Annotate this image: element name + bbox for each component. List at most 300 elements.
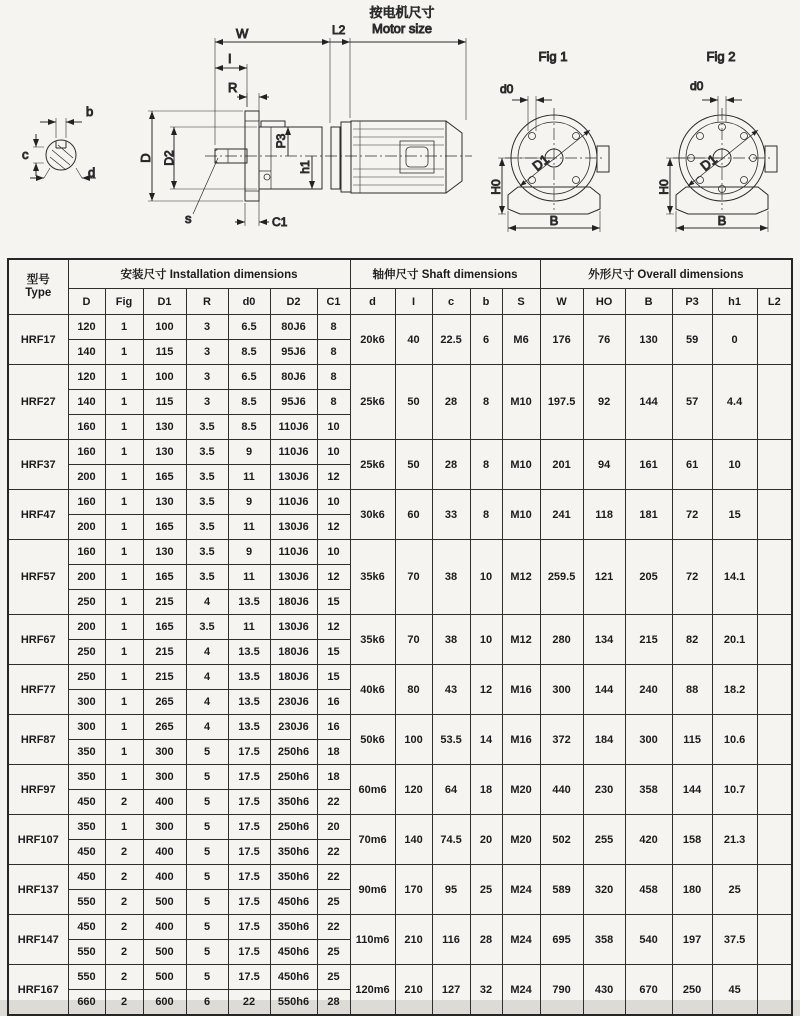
install-cell: 8.5 — [228, 340, 270, 365]
overall-cell: 161 — [625, 440, 672, 490]
install-cell: 9 — [228, 440, 270, 465]
install-cell: 140 — [68, 340, 105, 365]
install-cell: 265 — [143, 690, 186, 715]
install-cell: 350h6 — [270, 840, 317, 865]
install-cell: 500 — [143, 890, 186, 915]
shaft-cell: 20 — [470, 815, 502, 865]
install-cell: 6.5 — [228, 365, 270, 390]
gearmotor-side-view — [148, 38, 472, 226]
install-cell: 17.5 — [228, 840, 270, 865]
fig1-label-d0: d0 — [500, 82, 514, 96]
shaft-cell: 25k6 — [350, 365, 395, 440]
fig1-label-H0: H0 — [489, 179, 503, 195]
install-cell: 300 — [143, 765, 186, 790]
dim-label-L2: L2 — [332, 23, 346, 37]
overall-cell: 144 — [672, 765, 712, 815]
install-cell: 1 — [105, 590, 143, 615]
overall-cell: 695 — [540, 915, 583, 965]
install-cell: 450 — [68, 865, 105, 890]
shaft-cell: 53.5 — [432, 715, 470, 765]
install-cell: 250h6 — [270, 765, 317, 790]
shaft-cell: M20 — [502, 765, 540, 815]
install-cell: 3.5 — [186, 615, 228, 640]
install-cell: 350h6 — [270, 915, 317, 940]
overall-cell: 0 — [712, 315, 757, 365]
type-cell: HRF107 — [8, 815, 68, 865]
col-header-d0: d0 — [228, 289, 270, 315]
overall-dimensions-header: 外形尺寸 Overall dimensions — [540, 259, 792, 289]
install-cell: 28 — [317, 990, 350, 1016]
install-cell: 22 — [228, 990, 270, 1016]
install-cell: 350h6 — [270, 790, 317, 815]
install-cell: 550 — [68, 940, 105, 965]
install-cell: 4 — [186, 640, 228, 665]
col-header-B: B — [625, 289, 672, 315]
l2-cell — [757, 315, 792, 365]
shaft-dimensions-header: 轴伸尺寸 Shaft dimensions — [350, 259, 540, 289]
install-cell: 400 — [143, 915, 186, 940]
install-cell: 500 — [143, 940, 186, 965]
fig2-label-B: B — [717, 213, 727, 228]
col-header-W: W — [540, 289, 583, 315]
table-row — [8, 915, 792, 940]
dimension-table — [7, 258, 793, 1016]
install-cell: 1 — [105, 640, 143, 665]
overall-cell: 92 — [583, 365, 625, 440]
shaft-cell: 28 — [432, 365, 470, 440]
shaft-cell: 32 — [470, 965, 502, 1016]
install-cell: 5 — [186, 915, 228, 940]
install-cell: 130J6 — [270, 515, 317, 540]
install-cell: 8 — [317, 340, 350, 365]
overall-cell: 184 — [583, 715, 625, 765]
install-cell: 5 — [186, 940, 228, 965]
installation-dimensions-header: 安装尺寸 Installation dimensions — [68, 259, 350, 289]
install-cell: 200 — [68, 615, 105, 640]
shaft-cell: 120m6 — [350, 965, 395, 1016]
col-header-D: D — [68, 289, 105, 315]
install-cell: 2 — [105, 990, 143, 1016]
overall-cell: 589 — [540, 865, 583, 915]
dim-label-P3: P3 — [274, 133, 288, 149]
overall-cell: 420 — [625, 815, 672, 865]
install-cell: 17.5 — [228, 915, 270, 940]
overall-cell: 372 — [540, 715, 583, 765]
shaft-cell: 170 — [395, 865, 432, 915]
install-cell: 10 — [317, 415, 350, 440]
shaft-cell: 70m6 — [350, 815, 395, 865]
table-row — [8, 765, 792, 790]
install-cell: 165 — [143, 615, 186, 640]
shaft-cell: M12 — [502, 615, 540, 665]
col-header-S: S — [502, 289, 540, 315]
shaft-cell: M10 — [502, 490, 540, 540]
install-cell: 1 — [105, 690, 143, 715]
install-cell: 230J6 — [270, 690, 317, 715]
install-cell: 17.5 — [228, 765, 270, 790]
install-cell: 180J6 — [270, 640, 317, 665]
shaft-cell: 100 — [395, 715, 432, 765]
table-row — [8, 440, 792, 465]
overall-cell: 72 — [672, 540, 712, 615]
install-cell: 350h6 — [270, 865, 317, 890]
overall-cell: 300 — [625, 715, 672, 765]
overall-cell: 320 — [583, 865, 625, 915]
shaft-cell: 14 — [470, 715, 502, 765]
shaft-cell: 40k6 — [350, 665, 395, 715]
shaft-cell: 50 — [395, 365, 432, 440]
install-cell: 180J6 — [270, 590, 317, 615]
install-cell: 95J6 — [270, 340, 317, 365]
install-cell: 100 — [143, 365, 186, 390]
shaft-cell: 43 — [432, 665, 470, 715]
install-cell: 13.5 — [228, 640, 270, 665]
shaft-cell: 22.5 — [432, 315, 470, 365]
overall-cell: 72 — [672, 490, 712, 540]
table-row — [8, 665, 792, 690]
install-cell: 17.5 — [228, 865, 270, 890]
install-cell: 600 — [143, 990, 186, 1016]
col-header-c: c — [432, 289, 470, 315]
table-row — [8, 865, 792, 890]
type-cell: HRF77 — [8, 665, 68, 715]
shaft-cell: 35k6 — [350, 540, 395, 615]
l2-cell — [757, 365, 792, 440]
install-cell: 2 — [105, 940, 143, 965]
install-cell: 4 — [186, 690, 228, 715]
shaft-cell: 8 — [470, 440, 502, 490]
install-cell: 550 — [68, 965, 105, 990]
install-cell: 250h6 — [270, 740, 317, 765]
shaft-cell: 28 — [470, 915, 502, 965]
overall-cell: 10 — [712, 440, 757, 490]
install-cell: 160 — [68, 490, 105, 515]
shaft-cell: 50 — [395, 440, 432, 490]
install-cell: 8 — [317, 390, 350, 415]
table-row — [8, 365, 792, 390]
install-cell: 1 — [105, 565, 143, 590]
l2-cell — [757, 765, 792, 815]
shaft-cell: 20k6 — [350, 315, 395, 365]
overall-cell: 358 — [625, 765, 672, 815]
install-cell: 13.5 — [228, 590, 270, 615]
overall-cell: 540 — [625, 915, 672, 965]
install-cell: 4 — [186, 715, 228, 740]
overall-cell: 134 — [583, 615, 625, 665]
install-cell: 1 — [105, 490, 143, 515]
shaft-cell: 60 — [395, 490, 432, 540]
fig2-drawing — [666, 96, 777, 232]
install-cell: 450 — [68, 840, 105, 865]
shaft-cell: 50k6 — [350, 715, 395, 765]
table-row — [8, 965, 792, 990]
install-cell: 12 — [317, 615, 350, 640]
shaft-cell: M24 — [502, 865, 540, 915]
overall-cell: 300 — [540, 665, 583, 715]
install-cell: 250 — [68, 590, 105, 615]
install-cell: 1 — [105, 465, 143, 490]
shaft-cell: 110m6 — [350, 915, 395, 965]
install-cell: 110J6 — [270, 440, 317, 465]
install-cell: 25 — [317, 965, 350, 990]
shaft-cell: 74.5 — [432, 815, 470, 865]
install-cell: 300 — [68, 690, 105, 715]
l2-cell — [757, 540, 792, 615]
overall-cell: 205 — [625, 540, 672, 615]
install-cell: 17.5 — [228, 940, 270, 965]
overall-cell: 94 — [583, 440, 625, 490]
install-cell: 110J6 — [270, 540, 317, 565]
install-cell: 200 — [68, 565, 105, 590]
overall-cell: 358 — [583, 915, 625, 965]
table-row — [8, 490, 792, 515]
install-cell: 100 — [143, 315, 186, 340]
shaft-cell: 64 — [432, 765, 470, 815]
dim-label-c: c — [22, 147, 29, 162]
shaft-cell: M10 — [502, 365, 540, 440]
shaft-cell: 8 — [470, 490, 502, 540]
motor-size-label-cn: 按电机尺寸 — [369, 5, 435, 20]
overall-cell: 76 — [583, 315, 625, 365]
install-cell: 3.5 — [186, 465, 228, 490]
type-cell: HRF17 — [8, 315, 68, 365]
install-cell: 11 — [228, 465, 270, 490]
dim-label-C1: C1 — [272, 215, 288, 229]
overall-cell: 21.3 — [712, 815, 757, 865]
overall-cell: 18.2 — [712, 665, 757, 715]
install-cell: 22 — [317, 865, 350, 890]
install-cell: 15 — [317, 590, 350, 615]
install-cell: 15 — [317, 665, 350, 690]
install-cell: 130J6 — [270, 465, 317, 490]
shaft-cell: M12 — [502, 540, 540, 615]
shaft-cell: 12 — [470, 665, 502, 715]
install-cell: 1 — [105, 415, 143, 440]
install-cell: 200 — [68, 465, 105, 490]
install-cell: 215 — [143, 665, 186, 690]
shaft-section-drawing — [30, 118, 96, 178]
col-header-b: b — [470, 289, 502, 315]
install-cell: 13.5 — [228, 665, 270, 690]
shaft-cell: 25k6 — [350, 440, 395, 490]
shaft-cell: M6 — [502, 315, 540, 365]
dim-label-W: W — [236, 26, 249, 41]
col-header-L2: L2 — [757, 289, 792, 315]
overall-cell: 280 — [540, 615, 583, 665]
overall-cell: 158 — [672, 815, 712, 865]
install-cell: 250h6 — [270, 815, 317, 840]
install-cell: 300 — [143, 740, 186, 765]
install-cell: 25 — [317, 940, 350, 965]
overall-cell: 458 — [625, 865, 672, 915]
shaft-cell: 127 — [432, 965, 470, 1016]
install-cell: 1 — [105, 540, 143, 565]
shaft-cell: 38 — [432, 615, 470, 665]
col-header-HO: HO — [583, 289, 625, 315]
overall-cell: 130 — [625, 315, 672, 365]
install-cell: 5 — [186, 815, 228, 840]
install-cell: 18 — [317, 740, 350, 765]
install-cell: 12 — [317, 465, 350, 490]
install-cell: 22 — [317, 840, 350, 865]
overall-cell: 10.7 — [712, 765, 757, 815]
overall-cell: 502 — [540, 815, 583, 865]
shaft-cell: 40 — [395, 315, 432, 365]
install-cell: 1 — [105, 390, 143, 415]
type-cell: HRF137 — [8, 865, 68, 915]
table-body — [8, 315, 792, 1016]
overall-cell: 121 — [583, 540, 625, 615]
install-cell: 2 — [105, 865, 143, 890]
install-cell: 5 — [186, 740, 228, 765]
install-cell: 165 — [143, 465, 186, 490]
install-cell: 250 — [68, 665, 105, 690]
install-cell: 130 — [143, 540, 186, 565]
install-cell: 9 — [228, 490, 270, 515]
install-cell: 8 — [317, 365, 350, 390]
install-cell: 400 — [143, 840, 186, 865]
install-cell: 1 — [105, 315, 143, 340]
install-cell: 450 — [68, 790, 105, 815]
install-cell: 1 — [105, 740, 143, 765]
install-cell: 450h6 — [270, 890, 317, 915]
drawings-svg — [0, 0, 800, 256]
install-cell: 300 — [68, 715, 105, 740]
col-header-Fig: Fig — [105, 289, 143, 315]
shaft-cell: 10 — [470, 615, 502, 665]
install-cell: 2 — [105, 915, 143, 940]
install-cell: 400 — [143, 790, 186, 815]
install-cell: 550h6 — [270, 990, 317, 1016]
fig1-drawing — [498, 96, 609, 232]
overall-cell: 144 — [583, 665, 625, 715]
l2-cell — [757, 615, 792, 665]
shaft-cell: 80 — [395, 665, 432, 715]
install-cell: 1 — [105, 665, 143, 690]
overall-cell: 240 — [625, 665, 672, 715]
overall-cell: 181 — [625, 490, 672, 540]
shaft-cell: M16 — [502, 715, 540, 765]
overall-cell: 259.5 — [540, 540, 583, 615]
col-header-C1: C1 — [317, 289, 350, 315]
type-cell: HRF147 — [8, 915, 68, 965]
overall-cell: 45 — [712, 965, 757, 1016]
install-cell: 350 — [68, 740, 105, 765]
install-cell: 350 — [68, 765, 105, 790]
install-cell: 130J6 — [270, 565, 317, 590]
overall-cell: 14.1 — [712, 540, 757, 615]
type-cell: HRF167 — [8, 965, 68, 1016]
install-cell: 3 — [186, 365, 228, 390]
install-cell: 4 — [186, 590, 228, 615]
shaft-cell: M24 — [502, 965, 540, 1016]
install-cell: 10 — [317, 540, 350, 565]
dim-label-D: D — [138, 153, 153, 163]
shaft-cell: 90m6 — [350, 865, 395, 915]
install-cell: 2 — [105, 790, 143, 815]
install-cell: 130 — [143, 440, 186, 465]
l2-cell — [757, 665, 792, 715]
install-cell: 20 — [317, 815, 350, 840]
install-cell: 5 — [186, 890, 228, 915]
overall-cell: 115 — [672, 715, 712, 765]
overall-cell: 215 — [625, 615, 672, 665]
dim-label-s: s — [185, 211, 192, 226]
install-cell: 16 — [317, 715, 350, 740]
col-header-D2: D2 — [270, 289, 317, 315]
install-cell: 5 — [186, 840, 228, 865]
overall-cell: 197 — [672, 915, 712, 965]
fig1-title: Fig 1 — [538, 49, 568, 64]
overall-cell: 88 — [672, 665, 712, 715]
type-cell: HRF37 — [8, 440, 68, 490]
table-row — [8, 715, 792, 740]
shaft-cell: 210 — [395, 915, 432, 965]
install-cell: 5 — [186, 965, 228, 990]
col-header-P3: P3 — [672, 289, 712, 315]
install-cell: 15 — [317, 640, 350, 665]
overall-cell: 430 — [583, 965, 625, 1016]
fig2-label-H0: H0 — [657, 179, 671, 195]
type-header-cn: 型号 — [26, 273, 50, 286]
col-header-R: R — [186, 289, 228, 315]
shaft-cell: 38 — [432, 540, 470, 615]
col-header-d: d — [350, 289, 395, 315]
shaft-cell: 140 — [395, 815, 432, 865]
install-cell: 8 — [317, 315, 350, 340]
dim-label-R: R — [228, 80, 238, 95]
motor-size-label-en: Motor size — [372, 21, 432, 36]
install-cell: 17.5 — [228, 740, 270, 765]
type-cell: HRF97 — [8, 765, 68, 815]
install-cell: 250 — [68, 640, 105, 665]
install-cell: 3.5 — [186, 490, 228, 515]
install-cell: 215 — [143, 590, 186, 615]
install-cell: 17.5 — [228, 965, 270, 990]
overall-cell: 37.5 — [712, 915, 757, 965]
shaft-cell: 95 — [432, 865, 470, 915]
dim-label-h1: h1 — [298, 160, 312, 174]
install-cell: 6.5 — [228, 315, 270, 340]
fig1-label-D1: D1 — [529, 151, 552, 174]
install-cell: 17.5 — [228, 790, 270, 815]
install-cell: 25 — [317, 890, 350, 915]
shaft-cell: 8 — [470, 365, 502, 440]
install-cell: 165 — [143, 565, 186, 590]
overall-cell: 255 — [583, 815, 625, 865]
install-cell: 160 — [68, 415, 105, 440]
dim-label-I: I — [228, 51, 232, 66]
install-cell: 22 — [317, 915, 350, 940]
shaft-cell: 120 — [395, 765, 432, 815]
install-cell: 550 — [68, 890, 105, 915]
type-cell: HRF57 — [8, 540, 68, 615]
install-cell: 10 — [317, 490, 350, 515]
overall-cell: 180 — [672, 865, 712, 915]
overall-cell: 82 — [672, 615, 712, 665]
type-cell: HRF67 — [8, 615, 68, 665]
install-cell: 17.5 — [228, 890, 270, 915]
install-cell: 120 — [68, 315, 105, 340]
install-cell: 4 — [186, 665, 228, 690]
shaft-cell: 60m6 — [350, 765, 395, 815]
overall-cell: 25 — [712, 865, 757, 915]
overall-cell: 241 — [540, 490, 583, 540]
type-header-en: Type — [25, 287, 52, 299]
install-cell: 3 — [186, 340, 228, 365]
overall-cell: 10.6 — [712, 715, 757, 765]
type-cell: HRF47 — [8, 490, 68, 540]
